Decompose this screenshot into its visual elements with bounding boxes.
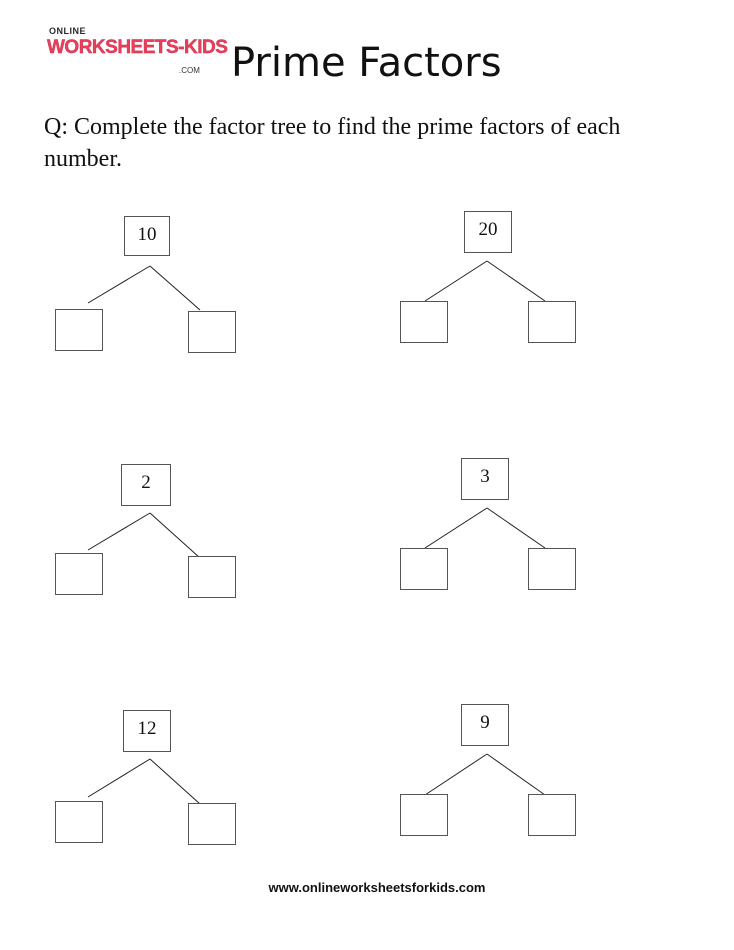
root-number-box: 20 [464, 211, 512, 253]
factor-tree [50, 460, 250, 610]
logo-main-text: WORKSHEETS-KIDS [47, 37, 228, 58]
left-factor-box[interactable] [55, 309, 103, 351]
left-factor-box[interactable] [400, 548, 448, 590]
right-factor-box[interactable] [188, 803, 236, 845]
root-number-box: 2 [121, 464, 171, 506]
logo-top-text: ONLINE [49, 26, 87, 36]
factor-tree [395, 700, 595, 850]
factor-tree [50, 212, 250, 362]
factor-tree [395, 454, 595, 604]
left-factor-box[interactable] [55, 801, 103, 843]
root-number-box: 9 [461, 704, 509, 746]
right-factor-box[interactable] [528, 548, 576, 590]
left-factor-box[interactable] [400, 301, 448, 343]
right-factor-box[interactable] [188, 556, 236, 598]
root-number-box: 12 [123, 710, 171, 752]
left-factor-box[interactable] [400, 794, 448, 836]
page-title: Prime Factors [231, 40, 502, 86]
right-factor-box[interactable] [528, 301, 576, 343]
root-number-box: 10 [124, 216, 170, 256]
right-factor-box[interactable] [188, 311, 236, 353]
right-factor-box[interactable] [528, 794, 576, 836]
footer-url: www.onlineworksheetsforkids.com [268, 880, 486, 895]
question-text: Q: Complete the factor tree to find the prime factors of each number. [44, 114, 621, 172]
root-number-box: 3 [461, 458, 509, 500]
factor-tree [50, 706, 250, 856]
left-factor-box[interactable] [55, 553, 103, 595]
factor-tree [395, 207, 595, 357]
logo-dotcom-text: .COM [179, 66, 200, 75]
